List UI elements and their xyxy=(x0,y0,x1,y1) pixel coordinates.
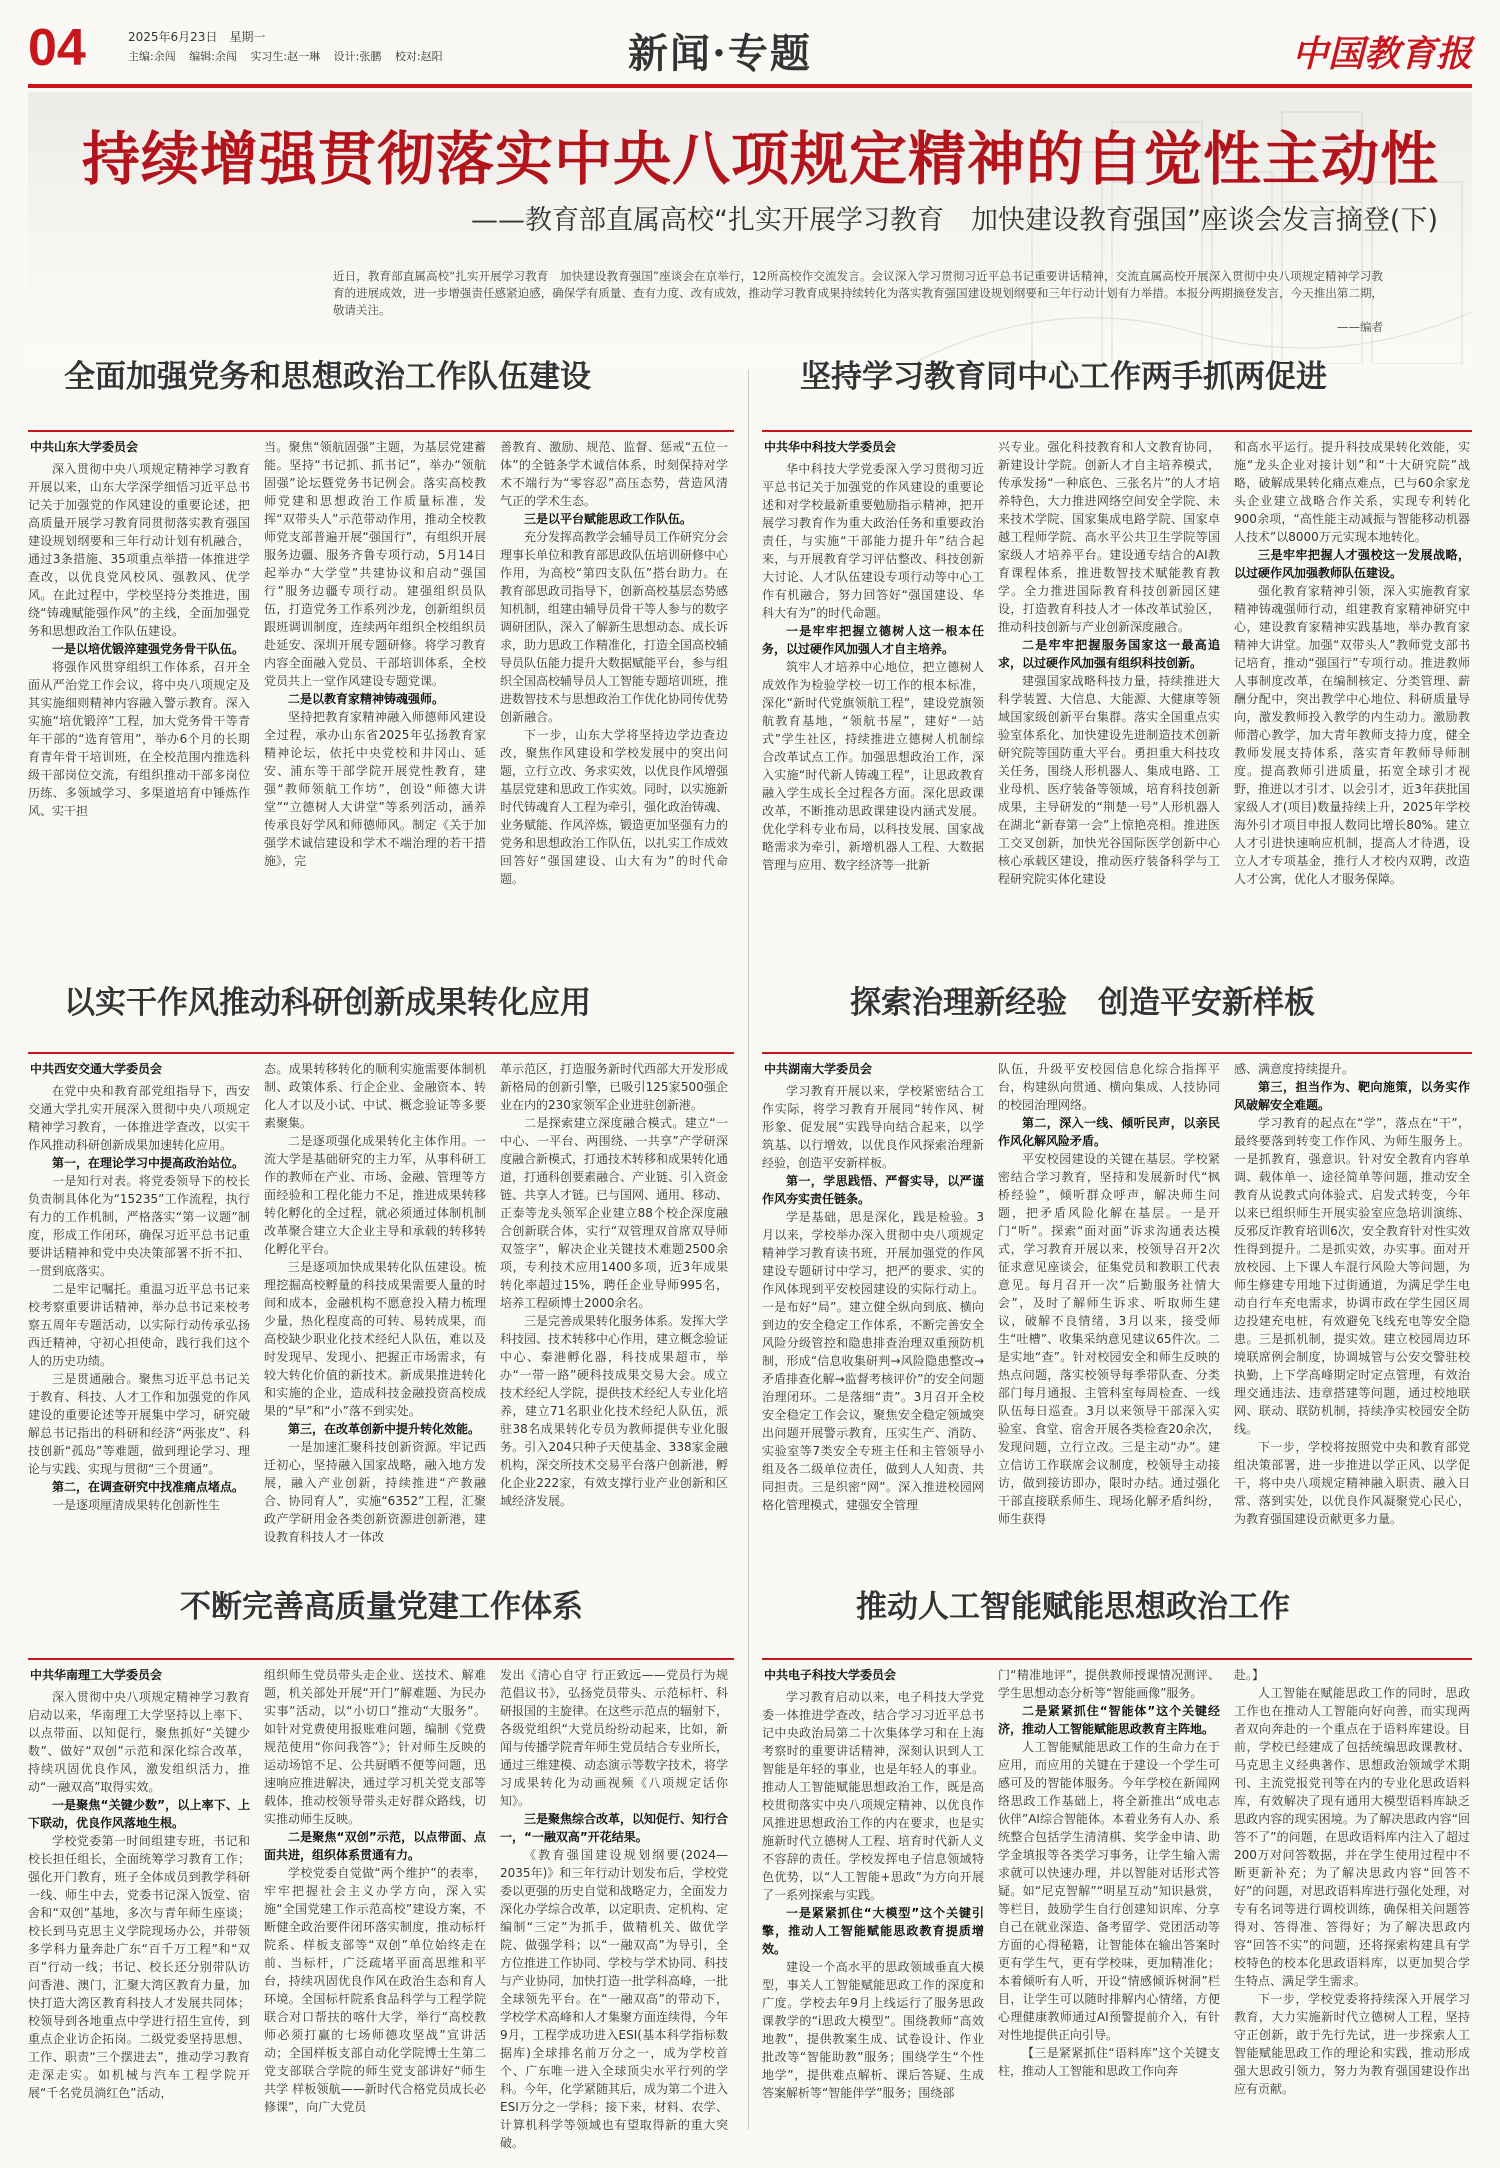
article-paragraph: 态。成果转移转化的顺利实施需要体制机制、政策体系、行企企业、金融资本、转化人才以及小试、中试、概念验证等多要素聚集。 xyxy=(264,1062,486,1130)
article-paragraph: 兴专业。强化科技教育和人文教育协同，新建设计学院。创新人才自主培养模式，传承发扬“一种底色、三张名片”的人才培养特色，大力推进网络空间安全学院、未来技术学院、国家集成电路学院、国家卓越工程师学院、高水平公共卫生学院等国家级人才培养平台。建设通专结合的AI教育课程体系，推进数智技术赋能教育教学。全力推进国际教育科技创新园区建设，打造教育科技人才一体改革试验区，推动科技创新与产业创新深度融合。 xyxy=(998,440,1220,634)
article-paragraph: 学校党委第一时间组建专班，书记和校长担任组长，全面统筹学习教育工作；强化开门教育，班子全体成员到教学科研一线、师生中去，党委书记深入饭堂、宿舍和“双创”基地，多次与青年师生座谈；校长到马克思主义学院现场办公，并带领多学科力量奔赴广东“百千万工程”和“双百”行动一线；书记、校长还分别带队访问香港、澳门，汇聚大湾区教育力量，加快打造大湾区教育科技人才发展共同体；校领导到各地重点中学进行招生宣传，到重点企业访企拓岗。二级党委坚持思想、工作、职责“三个摆进去”，推动学习教育走深走实。如机械与汽车工程学院开展“千名党员淌红色”活动， xyxy=(28,1834,250,2100)
article-column xyxy=(500,1666,728,2150)
article-paragraph: 下一步，山东大学将坚持边学边查边改，聚焦作风建设和学校发展中的突出问题，立行立改、务求实效，以优良作风增强基层党建和思政工作实效。同时，以实施新时代铸魂育人工程为牵引，强化政治铸魂、业务赋能、作风淬炼，锻造更加坚强有力的党务和思想政治工作队伍，以扎实工作成效回答好“强国建设、山大有为”的时代命题。 xyxy=(500,728,728,886)
article-paragraph: 第二，深入一线、倾听民声，以亲民作风化解风险矛盾。 xyxy=(998,1116,1220,1148)
masthead xyxy=(28,20,1472,82)
article-column xyxy=(762,1688,984,2150)
article-paragraph: 充分发挥高教学会辅导员工作研究分会理事长单位和教育部思政队伍培训研修中心作用，为高校“第四支队伍”搭台助力。在教育部思政司指导下，创新高校基层态势感知机制，组建由辅导员骨干等人参与的数字调研团队，深入了解新生思想动态、成长诉求，助力思政工作精准化，打造全国高校辅导员队伍能力提升大数据赋能平台，参与组织全国高校辅导员人工智能专题培训班，推进数智技术与思想政治工作优化协同传优势创新融合。 xyxy=(500,530,728,724)
article-paragraph: 学是基础，思是深化，践是检验。3月以来，学校举办深入贯彻中央八项规定精神学习教育读书班，开展加强党的作风建设专题研讨中学习，把严的要求、实的作风体现到平安校园建设的实际行动上。一是布好“局”。建立健全纵向到底、横向到边的安全稳定工作体系，不断完善安全风险分级管控和隐患排查治理双重预防机制，形成“信息收集研判→风险隐患整改→矛盾排查化解→监督考核评价”的安全问题治理闭环。二是落细“责”。3月召开全校安全稳定工作会议，聚焦安全稳定领域突出问题开展警示教育，压实生产、消防、实验室等7类安全专班主任和主管领导小组及各二级单位责任，做到人人知责、共同担责。三是织密“网”。深入推进校园网格化管理模式，建强安全管理 xyxy=(762,1210,984,1512)
column-divider xyxy=(748,370,749,2130)
article-paragraph: 第三，担当作为、靶向施策，以务实作风破解安全难题。 xyxy=(1234,1080,1470,1112)
article-column xyxy=(264,1060,486,1560)
main-headline: 持续增强贯彻落实中央八项规定精神的自觉性主动性 xyxy=(82,125,1440,193)
article-paragraph: 学习教育启动以来，电子科技大学党委一体推进学查改，结合学习习近平总书记中央政治局第二十次集体学习和在上海考察时的重要讲话精神，深刻认识到人工智能是年轻的事业，也是年轻人的事业。推动人工智能赋能思想政治工作，既是高校贯彻落实中央八项规定精神、以优良作风推进思想政治工作的内在要求，也是实施新时代立德树人工程、培育时代新人义不容辞的责任。学校发挥电子信息领域特色优势，以“人工智能+思政”为方向开展了一系列探索与实践。 xyxy=(762,1690,984,1902)
article-paragraph: 深入贯彻中央八项规定精神学习教育启动以来，华南理工大学坚持以上率下、以点带面、以知促行，聚焦抓好“关键少数”、做好“双创”示范和深化综合改革，持续巩固优良作风，激发组织活力，推动“一融双高”取得实效。 xyxy=(28,1690,250,1794)
heading-rule xyxy=(28,1658,734,1660)
article-heading: 推动人工智能赋能思想政治工作 xyxy=(856,1589,1290,1625)
heading-rule xyxy=(762,1052,1472,1054)
article-column xyxy=(500,1060,728,1560)
article-paragraph: 善教育、激励、规范、监督、惩戒“五位一体”的全链条学术诚信体系，时刻保持对学术不端行为“零容忍”高压态势，营造风清气正的学术生态。 xyxy=(500,440,728,508)
intro-text: 近日，教育部直属高校“扎实开展学习教育 加快建设教育强国”座谈会在京举行，12所高校作交流发言。会议深入学习贯彻习近平总书记重要讲话精神，交流直属高校开展深入贯彻中央八项规定精神学习教育的进展成效，进一步增强责任感紧迫感，确保学有质量、查有力度、改有成效，推动学习教育成果持续转化为落实教育强国建设规划纲要和三年行动计划有力举措。本报分两期摘登发言，今天推出第二期，敬请关注。 xyxy=(333,269,1383,317)
article-paragraph: 华中科技大学党委深入学习贯彻习近平总书记关于加强党的作风建设的重要论述和对学校最新重要勉励指示精神，把开展学习教育作为重大政治任务和重要政治责任，与实施“干部能力提升年”结合起来，与开展教育学习评估整改、科技创新大讨论、人才队伍建设专项行动等中心工作有机融合，努力回答好“强国建设、华科大有为”的时代命题。 xyxy=(762,462,984,620)
headline-banner xyxy=(28,92,1472,364)
article-paragraph: 第一，在理论学习中提高政治站位。 xyxy=(52,1156,245,1170)
article-paragraph: 学习教育开展以来，学校紧密结合工作实际，将学习教育开展同“转作风、树形象、促发展”实践导向结合起来，以学筑基、以行增效，以优良作风探索治理新经验，创造平安新样板。 xyxy=(762,1084,984,1170)
article-paragraph: 第三，在改革创新中提升转化效能。 xyxy=(288,1422,481,1436)
article-author: 中共华中科技大学委员会 xyxy=(764,440,897,454)
article-paragraph: 强化教育家精神引领，深入实施教育家精神铸魂强师行动，组建教育家精神研究中心，建设教育家精神实践基地，举办教育家精神大讲堂。加强“双带头人”教师党支部书记培育，推动“强国行”专项行动。推进教师人事制度改革，在编制核定、分类管理、薪酬分配中，突出教学中心地位、科研质量导向，激发教师投入教学的内生动力。激励教师潜心教学，加大青年教师支持力度，健全教师发展支持体系，落实青年教师导师制度。提高教师引进质量，拓宽全球引才视野，推进以才引才、以会引才，近3年获批国家级人才(项目)数量持续上升，2025年学校海外引才项目申报人数同比增长80%。建立人才引进快速响应机制，提高人才待遇，设立人才专项基金，推行人才校内双聘，改造人才公寓，优化人才服务保障。 xyxy=(1234,584,1470,886)
article-paragraph: 组织师生党员带头走企业、送技术、解难题，机关部处开展“开门”解难题、为民办实事”活动，以“小切口”推动“大服务”。如针对党费使用报账难问题，编制《党费规范使用“你问我答”》；针对师生反映的运动场馆不足、公共厨晒不便等问题，迅速响应推进解决，通过学习机关党支部等载体，推动校领导带头走好群众路线，切实推动师生反映。 xyxy=(264,1668,486,1826)
article-paragraph: 下一步，学校党委将持续深入开展学习教育，大力实施新时代立德树人工程，坚持守正创新，敢于先行先试，进一步探索人工智能赋能思政工作的理论和实践，推动形成强大思政引领力，努力为教育强国建设作出应有贡献。 xyxy=(1234,1992,1470,2096)
article-paragraph: 二是紧紧抓住“智能体”这个关键经济，推动人工智能赋能思政教育主阵地。 xyxy=(998,1704,1220,1736)
article-paragraph: 下一步，学校将按照党中央和教育部党组决策部署，进一步推进以学正风、以学促干，将中央八项规定精神融入职责、融入日常、落到实处，以优良作风凝聚党心民心，为教育强国建设贡献更多力量。 xyxy=(1234,1440,1470,1526)
article-author: 中共华南理工大学委员会 xyxy=(30,1668,163,1682)
article-paragraph: 二是探索建立深度融合模式。建立“一中心、一平台、两围绕、一共享”产学研深度融合新模式，打通技术转移和成果转化通道，打通科创要素融合、产业链、引入资金链、共享人才链。已与国网、通用、移动、正泰等龙头领军企业建立88个校企深度融合创新联合体，实行“双管理双首席双导师双签字”，解决企业关键技术难题2500余项，专利技术应用1400多项，近3年成果转化率超过15%，聘任企业导师995名，培养工程硕博士2000余名。 xyxy=(500,1116,728,1310)
article-column xyxy=(762,460,984,955)
article-paragraph: 深入贯彻中央八项规定精神学习教育开展以来，山东大学深学细悟习近平总书记关于加强党的作风建设的重要论述，把高质量开展学习教育同贯彻落实教育强国建设规划纲要和三年行动计划有机融合，通过3条措施、35项重点举措一体推进学查改，以优良党风校风、强教风、优学风。在此过程中，学校坚持分类推进，围绕“铸魂赋能强作风”的主线，全面加强党务和思想政治工作队伍建设。 xyxy=(28,462,250,638)
article-author: 中共电子科技大学委员会 xyxy=(764,1668,897,1682)
article-paragraph: 一是紧紧抓住“大模型”这个关键引擎，推动人工智能赋能思政教育提质增效。 xyxy=(762,1906,984,1956)
article-column xyxy=(762,1082,984,1560)
article-paragraph: 一是以培优锻淬建强党务骨干队伍。 xyxy=(52,642,245,656)
article-paragraph: 和高水平运行。提升科技成果转化效能，实施“龙头企业对接计划”和“十大研究院”战略，破解成果转化痛点难点，已与60余家龙头企业建立战略合作关系，实现专利转化900余项，“高性能主动减振与智能移动机器人技术”以8000万元实现本地转化。 xyxy=(1234,440,1470,544)
article-paragraph: 队伍，升级平安校园信息化综合指挥平台，构建纵向贯通、横向集成、人技协同的校园治理网络。 xyxy=(998,1062,1220,1112)
article-paragraph: 一是逐项厘清成果转化创新性生 xyxy=(52,1498,221,1512)
section-title: 新闻·专题 xyxy=(628,30,812,77)
date-line: 2025年6月23日 星期一 xyxy=(128,30,266,44)
article-paragraph: 三是贯通融合。聚焦习近平总书记关于教育、科技、人才工作和加强党的作风建设的重要论述等开展集中学习，研究破解总书记指出的科研和经济“两张皮”、科技创新“孤岛”等难题，做到理论学习、理论与实践、实现与贯彻“三个贯通”。 xyxy=(28,1372,250,1476)
article-paragraph: 二是逐项强化成果转化主体作用。一流大学是基础研究的主力军，从事科研工作的教师在产业、市场、金融、管理等方面经验和工程化能力不足，推进成果转移转化孵化的全过程，就必须通过体制机制改革聚合建立大企业主导和承载的转移转化孵化平台。 xyxy=(264,1134,486,1256)
article-paragraph: 二是以教育家精神铸魂强师。 xyxy=(288,692,445,706)
article-heading: 全面加强党务和思想政治工作队伍建设 xyxy=(64,359,591,395)
article-column xyxy=(28,460,250,955)
article-paragraph: 发出《清心自守 行正致远——党员行为规范倡议书》，弘扬党员带头、示范标杆、科研报国的主旋律。在这些示范点的辐射下，各级党组织“大党员纷纷动起来，比如，新闻与传播学院青年师生党员结合专业所长，通过三维建模、动态演示等数字技术，将学习成果转化为动画视频《八项规定话你知》。 xyxy=(500,1668,728,1808)
article-paragraph: 学校党委自觉做“两个维护”的表率，牢牢把握社会主义办学方向，深入实施“全国党建工作示范高校”建设方案，不断健全政治要件闭环落实制度，推动标杆院系、样板支部等“双创”单位始终走在前、当标杆，广泛疏堵平面高思维和平台，持续巩固优良作风在政治生态和育人环境。全国标杆院系食品科学与工程学院联合对口帮扶的喀什大学，举行“高校教师必须打赢的七场师德攻坚战”宣讲活动；全国样板支部自动化学院博士生第二党支部联合学院的师生党支部讲好“师生共学 样板领航——新时代合格党员成长必修课”，向广大党员 xyxy=(264,1866,486,2114)
article-column xyxy=(1234,1666,1470,2150)
article-column xyxy=(1234,438,1470,955)
article-paragraph: 三是逐项加快成果转化队伍建设。梳理挖掘高校孵量的科技成果需要人量的时间和成本，金融机构不愿意投入精力梳理少量，热化程度高的可转、易转成果，而高校缺少职业化技术经纪人队伍，难以及时发现早、发现小、把握正市场需求，有较大转化价值的新技术。新成果推进转化和实施的企业，造成科技金融投资高校成果的“早”和“小”落不到实处。 xyxy=(264,1260,486,1418)
credit-intern: 实习生:赵一琳 xyxy=(250,50,321,63)
article-column xyxy=(998,438,1220,955)
article-column xyxy=(264,438,486,955)
editor-note: ——编者 xyxy=(1337,320,1383,334)
page-number: 04 xyxy=(28,19,86,77)
article-paragraph: 《教育强国建设规划纲要(2024—2035年)》和三年行动计划发布后，学校党委以更强的历史自觉和战略定力，全面发力深化办学综合改革，以定职责、定机构、定编制“三定”为抓手，做精机关、做优学院、做强学科；以“一融双高”为导引，全方位推进工作协同、学校与学术协同、科技与产业协同，加快打造一批学科高峰，一批全球领先平台。在“一融双高”的带动下，学校学术高峰和人才集聚方面连续得，今年9月，工程学成功进入ESI(基本科学指标数据库)全球排名前万分之一，成为学校首个、广东唯一进入全球顶尖水平行列的学科。今年，化学紧随其后，成为第二个进入ESI万分之一学科；接下来，材料、农学、计算机科学等领域也有望取得新的重大突破。 xyxy=(500,1848,728,2150)
article-paragraph: 二是牢记嘱托。重温习近平总书记来校考察重要讲话精神，举办总书记来校考察五周年专题活动，以实际行动传承弘扬西迁精神，守初心担使命，践行我们这个人的历史功绩。 xyxy=(28,1282,250,1368)
article-paragraph: 筑牢人才培养中心地位，把立德树人成效作为检验学校一切工作的根本标准，深化“新时代党旗领航工程”，建设党旗领航教育基地，“领航书屋”，建好“一站式”学生社区，持续推进立德树人机制综合改革试点工作。加强思想政治工作，深入实施“时代新人铸魂工程”，让思政教育融入学生成长全过程各方面。深化思政课改革，不断推动思政课建设内涵式发展。优化学科专业布局，以科技发展、国家战略需求为牵引，新增机器人工程、大数据管理与应用、数字经济等一批新 xyxy=(762,660,984,872)
article-heading: 以实干作风推动科研创新成果转化应用 xyxy=(64,985,591,1021)
article-paragraph: 学习教育的起点在“学”，落点在“干”，最终要落到转变工作作风、为师生服务上。一是抓教育，强意识。针对安全教育内容单调、载体单一、途径简单等问题，推动安全教育从说教式向体验式、启发式转变，今年以来已组织师生开展实验室应急培训演练、反邪反诈教育培训6次，安全教育针对性实效性得到提升。二是抓实效，办实事。面对开放校园、上下课人车混行风险大等问题，为师生修建专用地下过街通道，为满足学生电动自行车充电需求，协调市政在学生园区周边投建充电桩，有效避免飞线充电等安全隐患。三是抓机制，提实效。建立校园周边环境联席例会制度，协调城管与公安交警驻校执勤，上下学高峰期定时定点管理，有效治理交通违法、违章搭建等问题，通过校地联网、联动、联防机制，持续净实校园安全防线。 xyxy=(1234,1116,1470,1436)
article-paragraph: 三是牢牢把握人才强校这一发展战略，以过硬作风加强教师队伍建设。 xyxy=(1234,548,1470,580)
article-heading: 不断完善高质量党建工作体系 xyxy=(180,1589,583,1625)
article-author: 中共西安交通大学委员会 xyxy=(30,1062,163,1076)
credit-editor-in-chief: 主编:余闯 xyxy=(128,50,176,63)
heading-rule xyxy=(28,1052,734,1054)
article-paragraph: 坚持把教育家精神融入师德师风建设全过程，承办山东省2025年弘扬教育家精神论坛，依托中央党校和井冈山、延安、浦东等干部学院开展党性教育，建强“教师领航工作坊”，创设“师德大讲堂”“立德树人大讲堂”等系列活动，涵养传承良好学风和师德师风。制定《关于加强学术诚信建设和学术不端治理的若干措施》，完 xyxy=(264,710,486,868)
article-column xyxy=(500,438,728,955)
masthead-rule xyxy=(28,84,1472,88)
article-paragraph: 一是聚焦“关键少数”，以上率下、上下联动，优良作风落地生根。 xyxy=(28,1798,250,1830)
article-paragraph: 第一，学思践悟、严督实导，以严谨作风夯实责任链条。 xyxy=(762,1174,984,1206)
article-heading: 探索治理新经验 创造平安新样板 xyxy=(850,985,1315,1021)
article-paragraph: 建强国家战略科技力量，持续推进大科学装置、大信息、大能源、大健康等领域国家级创新平台集群。落实全国重点实验室体系化、加快建设先进制造技术创新研究院等国防重大平台。勇担重大科技攻关任务，围绕人形机器人、集成电路、工业母机、医疗装备等领域，培育科技创新成果，主导研发的“荆楚一号”人形机器人在湖北“新春第一会”上惊艳亮相。推进医工交叉创新，加快光谷国际医学创新中心核心承载区建设，推动医疗装备科学与工程研究院实体化建设 xyxy=(998,674,1220,886)
article-author: 中共山东大学委员会 xyxy=(30,440,139,454)
article-paragraph: 平安校园建设的关键在基层。学校紧密结合学习教育，坚持和发展新时代“枫桥经验”，倾听群众呼声，解决师生问题，把矛盾风险化解在基层。一是开门“听”。探索“面对面”诉求沟通表达模式，学习教育开展以来，校领导召开2次征求意见座谈会，征集党员和教职工代表意见。每月召开一次“后勤服务社情大会”，及时了解师生诉求、听取师生建议，破解不良情绪，3月以来，接受师生“吐槽”、收集采纳意见建议65件次。二是实地“查”。针对校园安全和师生反映的热点问题，落实校领导每季带队查、分类部门每月通报、主管科室每周检查、一线队伍每日巡查。3月以来领导干部深入实验室、食堂、宿舍开展各类检查20余次，发现问题，立行立改。三是主动“办”。建立信访工作联席会议制度，校领导主动接访，做到接访即办，限时办结。通过强化干部直接联系师生、现场化解矛盾纠纷，师生获得 xyxy=(998,1152,1220,1526)
article-author: 中共湖南大学委员会 xyxy=(764,1062,873,1076)
editor-credits xyxy=(128,48,453,64)
article-column xyxy=(998,1060,1220,1560)
article-paragraph: 在党中央和教育部党组指导下，西安交通大学扎实开展深入贯彻中央八项规定精神学习教育，一体推进学查改，以实干作风推动科研创新成果加速转化应用。 xyxy=(28,1084,250,1152)
article-paragraph: 三是完善成果转化服务体系。发挥大学科技园、技术转移中心作用，建立概念验证中心、秦港孵化器，科技成果超市，举办“一带一路”硬科技成果交易大会。成立技术经纪人学院，提供技术经纪人专业化培养，建立71名职业化技术经纪人队伍，派驻38名成果转化专员为教师提供专业化服务。引入204只种子天使基金、338家金融机构，深交所技术交易平台落户创新港，孵化企业222家，有效支撑行业产业创新和区域经济发展。 xyxy=(500,1314,728,1508)
sub-headline: ——教育部直属高校“扎实开展学习教育 加快建设教育强国”座谈会发言摘登(下) xyxy=(470,205,1438,236)
article-column xyxy=(1234,1060,1470,1560)
article-paragraph: 一是牢牢把握立德树人这一根本任务，以过硬作风加强人才自主培养。 xyxy=(762,624,984,656)
article-heading: 坚持学习教育同中心工作两手抓两促进 xyxy=(800,359,1327,395)
credit-editor: 编辑:余闯 xyxy=(189,50,237,63)
heading-rule xyxy=(762,430,1472,432)
article-column xyxy=(28,1082,250,1560)
article-column xyxy=(264,1666,486,2150)
article-paragraph: 门“精准地评”，提供教师授课情况测评、学生思想动态分析等“智能画像”服务。 xyxy=(998,1668,1220,1700)
article-paragraph: 感、满意度持续提升。 xyxy=(1234,1062,1355,1076)
article-paragraph: 将强作风贯穿组织工作体系，召开全面从严治党工作会议，将中央八项规定及其实施细则精神内容融入警示教育。深入实施“培优锻淬”工程，加大党务骨干等青年干部的“选育管用”，举办6个月的长期育青年骨干培训班，在全校范围内推选科级干部岗位交流，有组织推动干部多岗位历练、多领域学习、多渠道培育中锤炼作风、实干担 xyxy=(28,660,250,818)
article-paragraph: 建设一个高水平的思政领域垂直大模型，事关人工智能赋能思政工作的深度和广度。学校去年9月上线运行了服务思政课教学的“i思政大模型”。围绕教师“高效地教”，提供教案生成、试卷设计、作业批改等“智能助教”服务；围绕学生“个性地学”，提供难点解析、课后答疑、生成答案解析等“智能伴学”服务；围绕部 xyxy=(762,1960,984,2100)
article-column xyxy=(28,1688,250,2150)
article-paragraph: 当。聚焦“领航固强”主题，为基层党建蓄能。坚持“书记抓、抓书记”，举办“领航固强”论坛暨党务书记例会。落实高校教师党建和思想政治工作质量标准，发挥“双带头人”示范带动作用，推动全校教师党支部普遍开展“强国行”，有组织开展服务边疆、服务齐鲁专项行动，5月14日起举办“大学堂”共建协议和启动“强国行”服务边疆专项行动。建强组织员队伍，打造党务工作系列沙龙，创新组织员跟班调训制度，连续两年组织全校组织员赴延安、深圳开展专题研修。将学习教育内容全面融入党员、干部培训体系，全校党员共上一堂作风建设专题党课。 xyxy=(264,440,486,688)
article-paragraph: 赴。】 xyxy=(1234,1668,1265,1682)
article-paragraph: 二是聚焦“双创”示范，以点带面、点面共进，组织体系贯通有力。 xyxy=(264,1830,486,1862)
article-paragraph: 【三是紧紧抓住“语料库”这个关键支柱，推动人工智能和思政工作向奔 xyxy=(998,2046,1220,2078)
heading-rule xyxy=(762,1658,1472,1660)
article-paragraph: 一是知行对表。将党委领导下的校长负责制具体化为“15235”工作流程，执行有力的工作机制，严格落实“第一议题”制度，形成工作闭环，确保习近平总书记重要讲话精神和党中央决策部署不折不扣、一贯到底落实。 xyxy=(28,1174,250,1278)
article-paragraph: 三是以平台赋能思政工作队伍。 xyxy=(524,512,693,526)
article-paragraph: 二是牢牢把握服务国家这一最高追求，以过硬作风加强有组织科技创新。 xyxy=(998,638,1220,670)
credit-proofreader: 校对:赵阳 xyxy=(394,50,443,63)
article-paragraph: 人工智能赋能思政工作的生命力在于应用，而应用的关键在于建设一个学生可感可及的智能体服务。今年学校在新闻网络思政工作基础上，将全新推出“成电志伙伴”AI综合智能体。本着业务有人办、系统整合包括学生清清棋、奖学金申请、助学金填报等各类学习事务，让学生输入需求就可以快速办理，并以智能对话形式答疑。如“尼克智解”“明星互动”知识悬赏，等栏目，鼓励学生自行创建知识库、分享自己在就业深造、备考留学、党团活动等方面的心得秘籍，让智能体在输出答案时更有学生气，更有学校味，更加精准化；本着倾听有人听，开设“情感倾诉树洞”栏目，让学生可以随时排解内心情绪，方便心理健康教师通过AI预警提前介入，有针对性地提供正向引导。 xyxy=(998,1740,1220,2042)
article-paragraph: 革示范区，打造服务新时代西部大开发形成新格局的创新引擎，已吸引125家500强企业在内的230家领军企业进驻创新港。 xyxy=(500,1062,728,1112)
newspaper-logo: 中国教育报 xyxy=(1291,33,1472,75)
article-paragraph: 第二，在调查研究中找准痛点堵点。 xyxy=(52,1480,245,1494)
heading-rule xyxy=(28,430,734,432)
credit-designer: 设计:张鹏 xyxy=(333,50,382,63)
article-paragraph: 三是聚焦综合改革，以知促行、知行合一，“一融双高”开花结果。 xyxy=(500,1812,728,1844)
article-column xyxy=(998,1666,1220,2150)
editor-intro xyxy=(333,268,1383,336)
article-paragraph: 一是加速汇聚科技创新资源。牢记西迁初心，坚持融入国家战略，融入地方发展，融入产业创新，持续推进“产教融合、协同育人”，实施“6352”工程，汇聚政产学研用金各类创新资源进创新港，建设教育科技人才一体改 xyxy=(264,1440,486,1544)
article-paragraph: 人工智能在赋能思政工作的同时，思政工作也在推动人工智能向好向善，而实现两者双向奔赴的一个重点在于语料库建设。目前，学校已经建成了包括统编思政课教材、马克思主义经典著作、思想政治领域学术期刊、主流党报党刊等在内的专业化思政语料库，有效解决了现有通用大模型语料库缺乏思政内容的现实困境。为了解决思政内容“回答不了”的问题，在思政语料库内注入了超过200万对问答数据，并在学生使用过程中不断更新补充；为了解决思政内容“回答不好”的问题，对思政语料库进行强化处理，对专有名词等进行调校训练，确保相关问题答得对、答得准、答得好；为了解决思政内容“回答不实”的问题，还将探索构建具有学校特色的校本化思政语料库，以更加契合学生特点、满足学生需求。 xyxy=(1234,1686,1470,1988)
